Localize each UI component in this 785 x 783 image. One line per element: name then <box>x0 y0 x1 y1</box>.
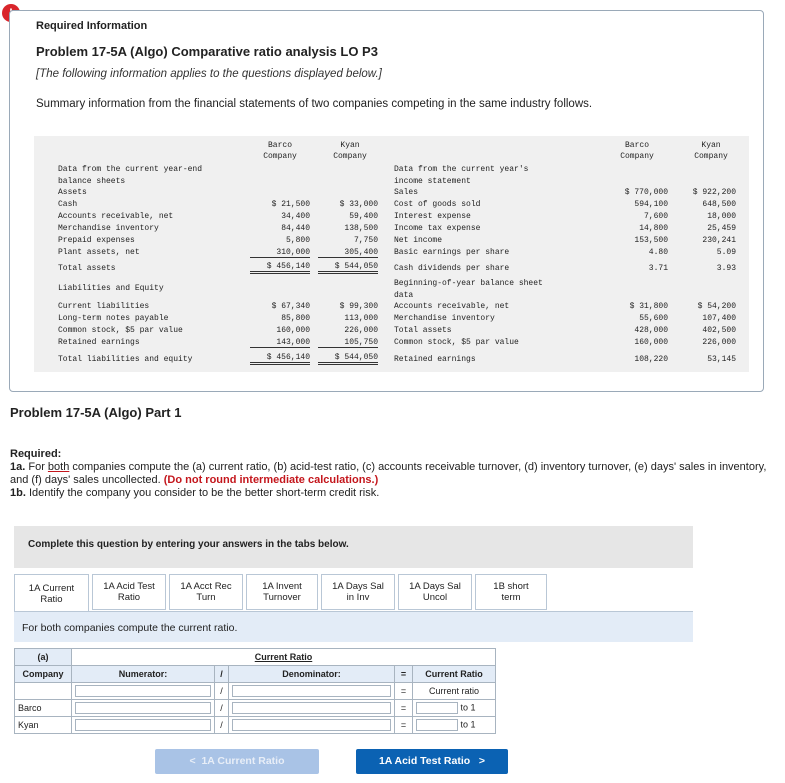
row-label: Accounts receivable, net <box>394 302 510 311</box>
denominator-cell <box>229 683 395 700</box>
tab-1a-current-ratio[interactable]: 1A Current Ratio <box>14 574 89 612</box>
company-blank-cell <box>15 683 72 700</box>
beginning-year-heading: Beginning-of-year balance sheet data <box>394 279 543 300</box>
row-label: Merchandise inventory <box>394 314 495 323</box>
row-label: Income tax expense <box>394 224 481 233</box>
kyan-value: 107,400 <box>702 314 736 323</box>
income-statement-heading: Data from the current year's income statement <box>394 165 529 186</box>
company-header: Company <box>15 666 72 683</box>
applies-note: [The following information applies to the questions displayed below.] <box>36 68 382 80</box>
kyan-value: 59,400 <box>349 212 378 221</box>
denominator-input-kyan[interactable] <box>232 719 391 731</box>
div-symbol: / <box>215 717 229 734</box>
kyan-value: $ 33,000 <box>339 200 378 209</box>
result-input-wrap <box>416 719 458 731</box>
row-label: Plant assets, net <box>58 248 140 257</box>
barco-value: 55,600 <box>639 314 668 323</box>
tab-1a-acct-rec-turn[interactable]: 1A Acct Rec Turn <box>169 574 243 610</box>
row-label: Current liabilities <box>58 302 150 311</box>
barco-value: 84,440 <box>281 224 310 233</box>
liabilities-equity-label: Liabilities and Equity <box>58 284 164 293</box>
kyan-value: 7,750 <box>353 236 378 245</box>
barco-value: $ 67,340 <box>271 302 310 311</box>
barco-value: 3.71 <box>648 264 668 273</box>
balance-sheet-heading: Data from the current year-end balance sheets <box>58 165 203 186</box>
div-symbol: / <box>215 700 229 717</box>
denominator-cell <box>229 700 395 717</box>
kyan-value: 402,500 <box>702 326 736 335</box>
current-ratio-table <box>14 648 496 734</box>
company-name-barco: Barco <box>15 700 72 717</box>
tab-1a-days-sal-inv[interactable]: 1A Days Sal in Inv <box>321 574 395 610</box>
kyan-value: 138,500 <box>344 224 378 233</box>
row-label: Basic earnings per share <box>394 248 510 257</box>
instruction-text: For both companies compute the current ratio. <box>22 622 238 634</box>
row-label: Total assets <box>394 326 452 335</box>
eq-symbol: = <box>395 683 413 700</box>
kyan-value: 53,145 <box>707 355 736 364</box>
required-label: Required: <box>10 448 62 460</box>
row-label: Prepaid expenses <box>58 236 135 245</box>
tab-1b-short-term[interactable]: 1B short term <box>475 574 547 610</box>
to-one-suffix: to 1 <box>460 702 476 713</box>
req-1b-text: Identify the company you consider to be the better short-term credit risk. <box>25 487 380 499</box>
barco-value: 428,000 <box>634 326 668 335</box>
row-label: Merchandise inventory <box>58 224 159 233</box>
barco-value: 160,000 <box>634 338 668 347</box>
col-a-header: (a) <box>15 649 72 666</box>
tab-1a-invent-turnover[interactable]: 1A Invent Turnover <box>246 574 318 610</box>
eq-symbol: = <box>395 700 413 717</box>
complete-question-text: Complete this question by entering your answers in the tabs below. <box>28 539 349 550</box>
row-label: Cash <box>58 200 78 209</box>
chevron-left-icon: < <box>189 755 196 767</box>
numerator-input-kyan[interactable] <box>75 719 211 731</box>
barco-value: $ 21,500 <box>271 200 310 209</box>
denominator-header: Denominator: <box>229 666 395 683</box>
total-liab-equity-label: Total liabilities and equity <box>58 355 193 364</box>
complete-question-bar <box>14 526 693 568</box>
instruction-bar <box>14 611 693 642</box>
kyan-value: $ 99,300 <box>339 302 378 311</box>
kyan-total-liab: $ 544,050 <box>318 353 378 365</box>
prev-tab-label: 1A Current Ratio <box>201 755 285 767</box>
next-tab-label: 1A Acid Test Ratio <box>378 755 471 767</box>
col-header-barco-left: Barco Company <box>263 141 297 161</box>
tab-1a-days-sal-uncol[interactable]: 1A Days Sal Uncol <box>398 574 472 610</box>
chevron-right-icon: > <box>478 755 486 767</box>
requirement-1b <box>10 487 775 500</box>
col-header-kyan-right: Kyan Company <box>694 141 728 161</box>
kyan-value: $ 54,200 <box>697 302 736 311</box>
financial-data-panel <box>34 136 749 372</box>
eq-symbol: = <box>395 717 413 734</box>
barco-value: 5,800 <box>285 236 310 245</box>
numerator-cell <box>72 700 215 717</box>
div-symbol: / <box>215 666 229 683</box>
req-1a-prefix: 1a. <box>10 461 26 473</box>
barco-value: 4.80 <box>648 248 668 257</box>
req-1b-prefix: 1b. <box>10 487 26 499</box>
denominator-cell <box>229 717 395 734</box>
result-input-wrap <box>416 702 458 714</box>
row-label: Cost of goods sold <box>394 200 481 209</box>
barco-value: 108,220 <box>634 355 668 364</box>
current-ratio-title-cell <box>72 649 496 666</box>
barco-value: $ 770,000 <box>624 188 668 197</box>
eq-symbol: = <box>395 666 413 683</box>
kyan-value: 105,750 <box>318 338 378 348</box>
row-label: Accounts receivable, net <box>58 212 174 221</box>
required-information-heading: Required Information <box>36 20 148 32</box>
kyan-value: 18,000 <box>707 212 736 221</box>
barco-value: 85,800 <box>281 314 310 323</box>
barco-total-liab: $ 456,140 <box>250 353 310 365</box>
rounding-note: (Do not round intermediate calculations.) <box>163 474 379 486</box>
denominator-input-barco[interactable] <box>232 702 391 714</box>
prev-tab-button[interactable] <box>155 749 319 774</box>
numerator-header: Numerator: <box>72 666 215 683</box>
assets-label: Assets <box>58 188 87 197</box>
req-1a-both: both <box>47 461 70 473</box>
problem-title: Problem 17-5A (Algo) Comparative ratio analysis LO P3 <box>36 44 378 59</box>
denominator-input[interactable] <box>232 685 391 697</box>
row-label: Net income <box>394 236 443 245</box>
barco-value: 143,000 <box>250 338 310 348</box>
col-header-barco-right: Barco Company <box>620 141 654 161</box>
company-name-kyan: Kyan <box>15 717 72 734</box>
part-title: Problem 17-5A (Algo) Part 1 <box>10 405 182 420</box>
row-label: Sales <box>394 188 419 197</box>
row-label: Retained earnings <box>58 338 140 347</box>
kyan-total-assets: $ 544,050 <box>318 262 378 274</box>
kyan-value: 226,000 <box>702 338 736 347</box>
col-header-kyan-left: Kyan Company <box>333 141 367 161</box>
result-input-kyan[interactable] <box>416 719 458 731</box>
row-label: Long-term notes payable <box>58 314 169 323</box>
kyan-value: $ 922,200 <box>692 188 736 197</box>
tab-1a-acid-test-ratio[interactable]: 1A Acid Test Ratio <box>92 574 166 610</box>
result-cell <box>413 717 496 734</box>
current-ratio-title: Current Ratio <box>254 652 313 662</box>
to-one-suffix: to 1 <box>460 719 476 730</box>
result-cell <box>413 700 496 717</box>
req-1a-text: companies compute the (a) current ratio, (b) acid-test ratio, (c) accounts receivable turnover, (d) inventory turnover, (e) days' sales in inventory, and (f) days' sales uncollected. <box>10 461 767 486</box>
result-header: Current Ratio <box>413 666 496 683</box>
row-label: Retained earnings <box>394 355 476 364</box>
next-tab-button[interactable] <box>356 749 508 774</box>
result-sub-label: Current ratio <box>413 683 496 700</box>
row-label: Common stock, $5 par value <box>58 326 183 335</box>
kyan-value: 226,000 <box>344 326 378 335</box>
req-1a-pre: For <box>25 461 48 473</box>
barco-value: $ 31,800 <box>629 302 668 311</box>
numerator-input-barco[interactable] <box>75 702 211 714</box>
barco-value: 594,100 <box>634 200 668 209</box>
kyan-value: 3.93 <box>716 264 736 273</box>
summary-text: Summary information from the financial statements of two companies competing in the same industry follows. <box>36 98 593 110</box>
barco-value: 34,400 <box>281 212 310 221</box>
div-symbol: / <box>215 683 229 700</box>
barco-value: 160,000 <box>276 326 310 335</box>
kyan-value: 25,459 <box>707 224 736 233</box>
requirement-1a <box>10 461 775 487</box>
numerator-cell <box>72 717 215 734</box>
numerator-cell <box>72 683 215 700</box>
total-assets-label: Total assets <box>58 264 116 273</box>
row-label: Cash dividends per share <box>394 264 510 273</box>
required-instructions <box>10 448 775 500</box>
numerator-input[interactable] <box>75 685 211 697</box>
result-input-barco[interactable] <box>416 702 458 714</box>
barco-value: 310,000 <box>250 248 310 258</box>
row-label: Common stock, $5 par value <box>394 338 519 347</box>
row-label: Interest expense <box>394 212 471 221</box>
kyan-value: 305,400 <box>318 248 378 258</box>
barco-total-assets: $ 456,140 <box>250 262 310 274</box>
kyan-value: 113,000 <box>344 314 378 323</box>
kyan-value: 5.09 <box>716 248 736 257</box>
barco-value: 14,800 <box>639 224 668 233</box>
kyan-value: 230,241 <box>702 236 736 245</box>
kyan-value: 648,500 <box>702 200 736 209</box>
barco-value: 7,600 <box>643 212 668 221</box>
barco-value: 153,500 <box>634 236 668 245</box>
